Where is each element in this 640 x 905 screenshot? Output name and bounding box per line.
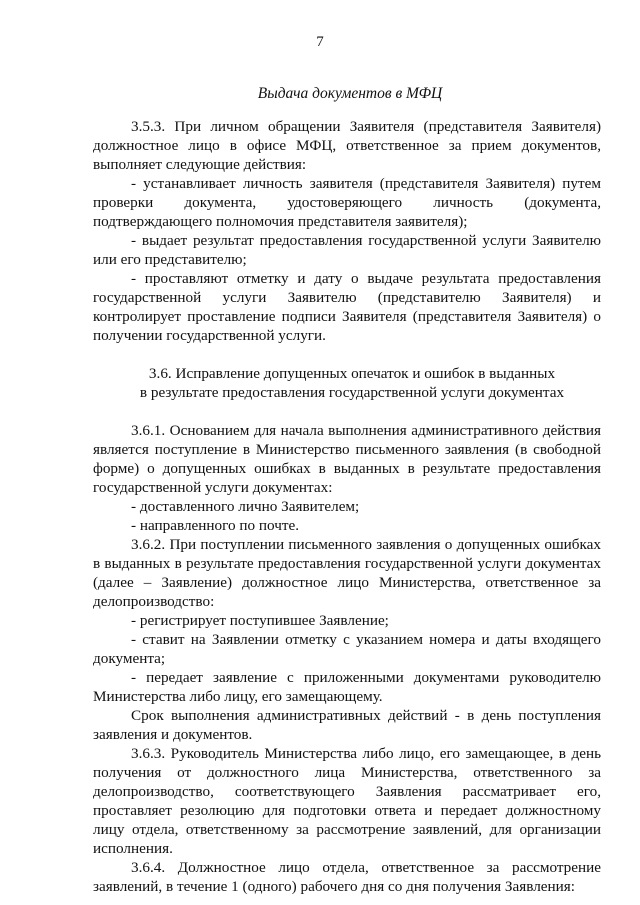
list-item: - доставленного лично Заявителем; [131, 498, 360, 515]
document-body [93, 117, 601, 896]
page-number: 7 [316, 34, 324, 50]
paragraph-3-6-2: 3.6.2. При поступлении письменного заявления о допущенных ошибках в выданных в результате предоставления государственной услуги документах (далее – Заявление) должностное лицо Министерства, ответственное за делопроизводство: [93, 536, 601, 610]
paragraph-3-6-4: 3.6.4. Должностное лицо отдела, ответственное за рассмотрение заявлений, в течение 1 (одного) рабочего дня со дня получения Заявления: [93, 859, 601, 895]
list-item: - устанавливает личность заявителя (представителя Заявителя) путем проверки документа, удостоверяющего личность (документа, подтверждающего полномочия представителя заявителя); [93, 175, 601, 230]
list-item: - проставляют отметку и дату о выдаче результата предоставления государственной услуги Заявителю (представителю Заявителя) и контролирует проставление подписи Заявителя (представителя Заявителя) о получении государственной услуги. [93, 270, 601, 344]
section-heading-3-6-line2: в результате предоставления государственной услуги документах [139, 384, 565, 401]
paragraph-term: Срок выполнения административных действий - в день поступления заявления и документов. [93, 707, 601, 743]
list-item: - передает заявление с приложенными документами руководителю Министерства либо лицу, его замещающему. [93, 669, 601, 705]
list-item: - регистрирует поступившее Заявление; [131, 612, 389, 629]
paragraph-3-5-3: 3.5.3. При личном обращении Заявителя (представителя Заявителя) должностное лицо в офисе МФЦ, ответственное за прием документов, выполняет следующие действия: [93, 118, 601, 173]
section-title: Выдача документов в МФЦ [257, 85, 443, 102]
section-heading-3-6-line1: 3.6. Исправление допущенных опечаток и ошибок в выданных [148, 365, 556, 382]
list-item: - направленного по почте. [131, 517, 300, 534]
paragraph-3-6-1: 3.6.1. Основанием для начала выполнения административного действия является поступление в Министерство письменного заявления (в свободной форме) о допущенных ошибках в выданных в результате предоставления государственной услуги документах: [93, 422, 601, 496]
spacer [93, 402, 601, 421]
list-item: - ставит на Заявлении отметку с указанием номера и даты входящего документа; [93, 631, 601, 667]
list-item: - выдает результат предоставления государственной услуги Заявителю или его представителю; [93, 232, 601, 268]
paragraph-3-6-3: 3.6.3. Руководитель Министерства либо лицо, его замещающее, в день получения от должностного лица Министерства, ответственного за делопроизводство, соответствующего Заявления рассматривает его, проставляет резолюцию для подготовки ответа и передает должностному лицу отдела, ответственному за рассмотрение заявлений, для организации исполнения. [93, 745, 601, 857]
spacer [93, 345, 601, 364]
